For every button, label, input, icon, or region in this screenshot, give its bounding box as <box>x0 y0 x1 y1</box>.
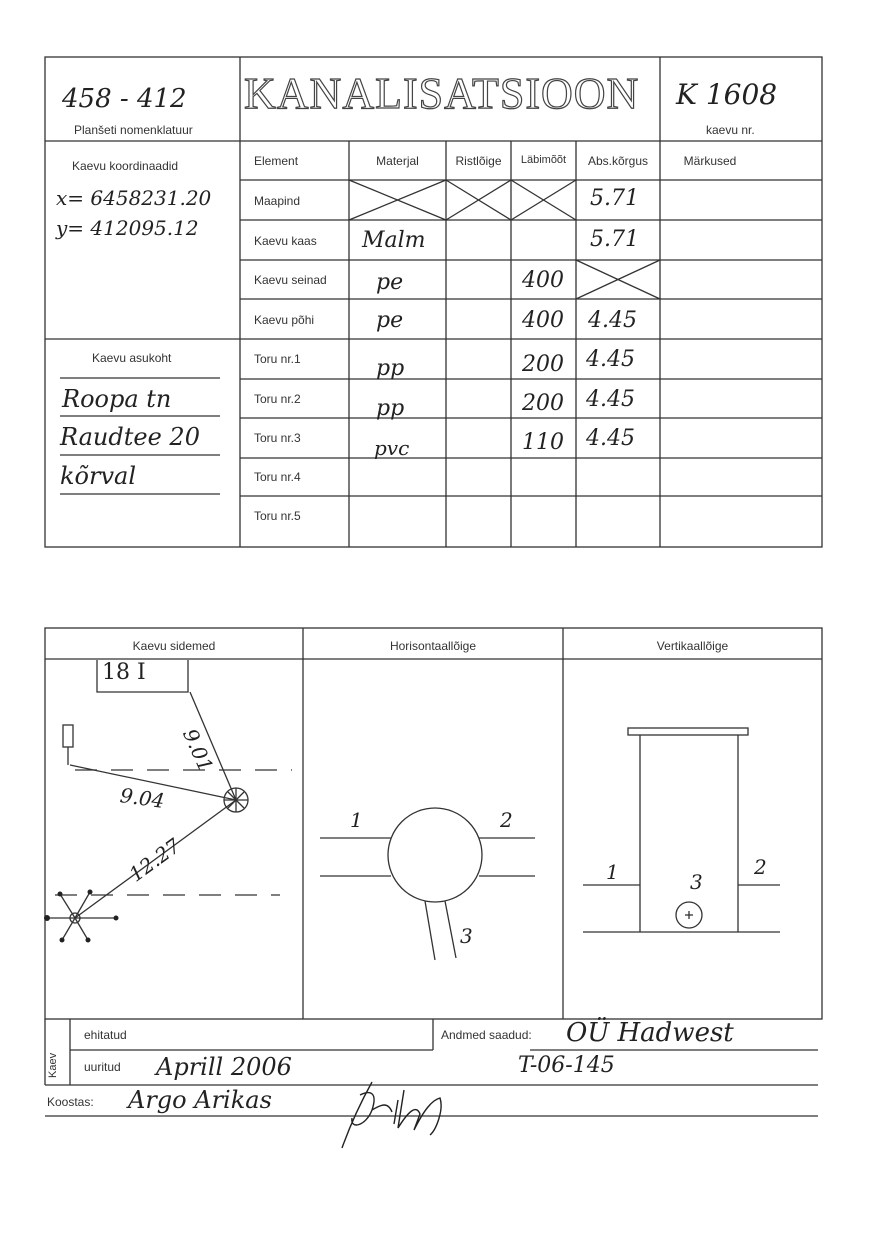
pipe-label-2: 2 <box>754 855 767 879</box>
header-elevation: Abs.kõrgus <box>587 154 649 168</box>
data-source-reference: T-06-145 <box>518 1053 615 1078</box>
row-element: Kaevu põhi <box>254 313 315 327</box>
row-element: Toru nr.3 <box>254 431 301 445</box>
distance-b: 9.04 <box>118 783 166 813</box>
row-elevation: 4.45 <box>588 308 637 333</box>
pipe-label-2: 2 <box>500 808 513 832</box>
row-diameter: 400 <box>522 268 564 293</box>
location-line-1: Roopa tn <box>62 385 172 413</box>
row-element: Toru nr.1 <box>254 352 301 366</box>
surveyed-label: uuritud <box>84 1060 121 1074</box>
horizontal-section-title: Horisontaallõige <box>389 639 477 653</box>
built-label: ehitatud <box>84 1028 127 1042</box>
row-elevation: 4.45 <box>586 426 635 451</box>
row-material: pvc <box>374 436 410 460</box>
row-material: pe <box>376 270 404 295</box>
row-element: Kaevu kaas <box>254 234 317 248</box>
row-material: pp <box>376 396 405 421</box>
coordinate-x: x= 6458231.20 <box>56 186 212 210</box>
distance-a: 9.01 <box>178 725 219 776</box>
row-element: Toru nr.4 <box>254 470 301 484</box>
compiled-label: Koostas: <box>47 1095 94 1109</box>
data-source-label: Andmed saadud: <box>441 1028 532 1042</box>
row-elevation: 4.45 <box>586 387 635 412</box>
row-diameter: 400 <box>522 308 564 333</box>
pipe-label-3: 3 <box>690 870 703 894</box>
compiled-value: Argo Arikas <box>128 1086 272 1114</box>
row-elevation: 5.71 <box>590 186 639 211</box>
distance-c: 12.27 <box>124 833 185 887</box>
surveyed-value: Aprill 2006 <box>156 1053 292 1081</box>
pipe-label-3: 3 <box>460 924 473 948</box>
row-element: Toru nr.2 <box>254 392 301 406</box>
well-side-label: Kaev <box>47 1052 59 1078</box>
well-number-label: kaevu nr. <box>706 123 755 137</box>
links-title: Kaevu sidemed <box>132 639 216 653</box>
row-diameter: 110 <box>522 430 564 455</box>
row-material: pe <box>376 308 404 333</box>
row-element: Maapind <box>254 194 301 208</box>
location-line-2: Raudtee 20 <box>60 423 200 451</box>
header-notes: Märkused <box>683 154 737 168</box>
well-number-value: K 1608 <box>676 78 778 111</box>
location-line-3: kõrval <box>60 462 137 490</box>
row-material: Malm <box>362 228 426 253</box>
row-diameter: 200 <box>522 352 564 377</box>
location-label: Kaevu asukoht <box>92 351 172 365</box>
data-source-value: OÜ Hadwest <box>566 1018 734 1048</box>
page-title: KANALISATSIOON <box>244 69 640 118</box>
row-element: Toru nr.5 <box>254 509 301 523</box>
header-material: Materjal <box>376 154 419 168</box>
row-elevation: 5.71 <box>590 227 639 252</box>
building-label: 18 I <box>102 660 146 685</box>
signature <box>342 1082 441 1148</box>
pipe-label-1: 1 <box>350 808 363 832</box>
pipe-label-1: 1 <box>606 860 619 884</box>
row-element: Kaevu seinad <box>254 273 327 287</box>
coordinate-y: y= 412095.12 <box>56 216 199 240</box>
row-diameter: 200 <box>522 391 564 416</box>
vertical-section-title: Vertikaallõige <box>656 639 729 653</box>
vertical-section-sketch <box>583 728 780 932</box>
coordinates-label: Kaevu koordinaadid <box>72 159 179 173</box>
nomenclature-label: Planšeti nomenklatuur <box>74 123 193 137</box>
header-element: Element <box>254 154 299 168</box>
row-material: pp <box>376 356 405 381</box>
links-sketch <box>47 660 292 940</box>
header-diameter: Läbimõõt <box>520 154 567 166</box>
nomenclature-value: 458 - 412 <box>62 84 187 114</box>
row-elevation: 4.45 <box>586 347 635 372</box>
header-cross-section: Ristlõige <box>455 154 502 168</box>
